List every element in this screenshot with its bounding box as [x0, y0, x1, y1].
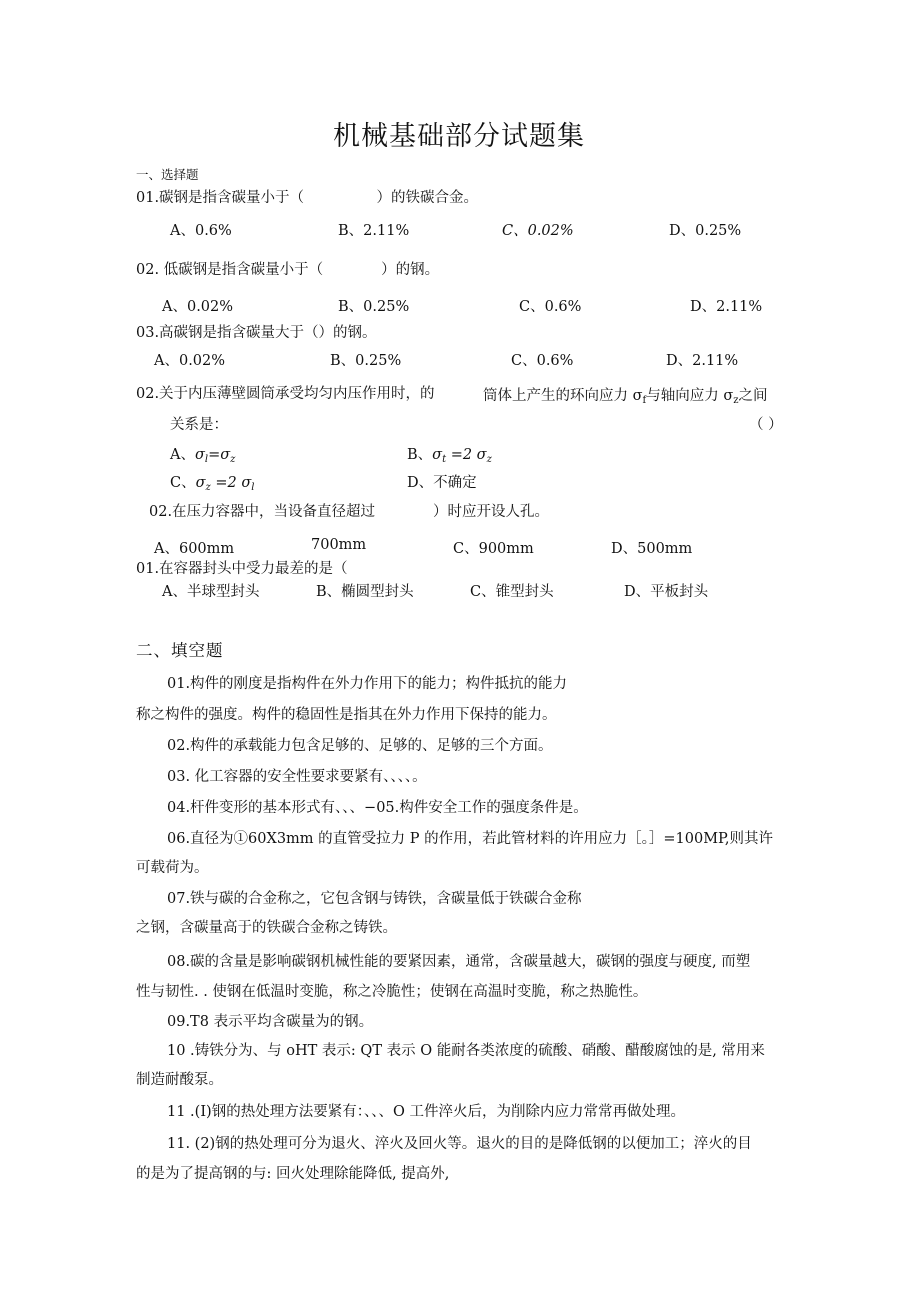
- fill-line-7: 可载荷为。: [136, 860, 209, 876]
- question-2-text: 02. 低碳钢是指含碳量小于（ ）的钢。: [136, 262, 440, 278]
- fill-line-4: 03. 化工容器的安全性要求要紧有、、、、。: [167, 769, 427, 785]
- question-5-option-a: A、600mm: [154, 541, 235, 557]
- question-4-text-right-b: 与轴向应力 σ: [646, 388, 734, 404]
- question-2-option-c: C、0.6%: [519, 299, 582, 315]
- question-5-option-d: D、500mm: [611, 541, 693, 557]
- question-2-option-a: A、0.02%: [162, 299, 234, 315]
- question-4-option-a: [170, 443, 235, 465]
- question-4-option-a-prefix: A、: [170, 447, 195, 463]
- fill-line-8: 07.铁与碳的合金称之，它包含钢与铸铁，含碳量低于铁碳合金称: [167, 891, 582, 907]
- question-3-option-c: C、0.6%: [511, 353, 574, 369]
- question-4-sub-z: z: [733, 395, 739, 406]
- question-3-option-a: A、0.02%: [154, 353, 226, 369]
- question-4-sub-f: f: [642, 395, 647, 406]
- question-4-option-c-sub1: z: [205, 482, 211, 493]
- question-4-option-c-prefix: C、: [170, 475, 196, 491]
- fill-line-14: 制造耐酸泵。: [136, 1072, 223, 1088]
- question-4-text-right-a: 筒体上产生的环向应力 σ: [483, 388, 643, 404]
- section-heading-choice: 一、选择题: [136, 167, 199, 182]
- question-2-option-b: B、0.25%: [338, 299, 410, 315]
- fill-line-13: 10 .铸铁分为、与 oHT 表示: QT 表示 O 能耐各类浓度的硫酸、硝酸、醋酸腐蚀的是, 常用来: [167, 1043, 765, 1059]
- question-4-option-a-sub1: l: [204, 454, 209, 465]
- section-heading-fill-blank: 二、填空题: [136, 641, 224, 660]
- question-4-option-b-sigma: σ: [432, 447, 443, 463]
- fill-line-16: 11. (2)钢的热处理可分为退火、淬火及回火等。退火的目的是降低钢的以便加工；淬火的目: [167, 1136, 752, 1152]
- question-4-option-a-mid: =σ: [208, 447, 231, 463]
- question-4-option-a-sub2: z: [230, 454, 236, 465]
- fill-line-9: 之钢，含碳量高于的铁碳合金称之铸铁。: [136, 920, 397, 936]
- question-1-option-d: D、0.25%: [669, 223, 742, 239]
- question-6-option-a: A、半球型封头: [162, 584, 260, 600]
- fill-line-11: 性与韧性. . 使钢在低温时变脆，称之冷脆性；使钢在高温时变脆，称之热脆性。: [136, 984, 648, 1000]
- question-6-option-b: B、椭圆型封头: [316, 584, 414, 600]
- question-4-option-c-mid: =2 σ: [210, 475, 252, 491]
- question-4-answer-paren: （ ）: [749, 417, 783, 433]
- question-1-option-b: B、2.11%: [338, 223, 410, 239]
- fill-line-17: 的是为了提高钢的与: 回火处理除能降低, 提高外,: [136, 1166, 450, 1182]
- question-4-option-b-sub1: t: [442, 454, 447, 465]
- fill-line-1: 01.构件的刚度是指构件在外力作用下的能力；构件抵抗的能力: [167, 676, 568, 692]
- question-4-text-right-c: 之间: [738, 388, 768, 404]
- question-4-option-b: [407, 443, 492, 465]
- question-1-option-c: C、0.02%: [502, 223, 574, 239]
- fill-line-2: 称之构件的强度。构件的稳固性是指其在外力作用下保持的能力。: [136, 707, 557, 723]
- fill-line-3: 02.构件的承载能力包含足够的、足够的、足够的三个方面。: [167, 738, 553, 754]
- question-4-text-left: 02.关于内压薄壁圆筒承受均匀内压作用时，的: [136, 386, 435, 402]
- question-2-option-d: D、2.11%: [690, 299, 763, 315]
- question-5-option-c: C、900mm: [453, 541, 534, 557]
- question-6-option-d: D、平板封头: [624, 584, 709, 600]
- question-6-option-c: C、锥型封头: [470, 584, 554, 600]
- question-3-option-d: D、2.11%: [666, 353, 739, 369]
- question-6-text: 01.在容器封头中受力最差的是（: [136, 561, 348, 577]
- question-4-option-c: [170, 471, 255, 493]
- question-4-option-a-sigma: σ: [194, 447, 205, 463]
- page-title: 机械基础部分试题集: [333, 121, 585, 152]
- question-5-text: 02.在压力容器中，当设备直径超过 ）时应开设人孔。: [149, 504, 550, 520]
- question-4-option-b-mid: =2 σ: [446, 447, 487, 463]
- question-4-option-c-sub2: l: [251, 482, 255, 493]
- fill-line-6: 06.直径为①60X3mm 的直管受拉力 P 的作用，若此管材料的许用应力［。］=100MP,则其许: [167, 831, 773, 847]
- question-4-option-b-sub2: z: [486, 454, 492, 465]
- question-4-text-line2: 关系是：: [170, 417, 228, 433]
- fill-line-12: 09.T8 表示平均含碳量为的钢。: [167, 1014, 374, 1030]
- question-1-text: 01.碳钢是指含碳量小于（ ）的铁碳合金。: [136, 190, 479, 206]
- question-5-option-b: 700mm: [311, 537, 367, 553]
- fill-line-15: 11 .(I)钢的热处理方法要紧有：、、、O 工件淬火后，为削除内应力常常再做处理。: [167, 1104, 685, 1120]
- question-3-text: 03.高碳钢是指含碳量大于（）的钢。: [136, 325, 377, 341]
- question-1-option-a: A、0.6%: [170, 223, 232, 239]
- question-3-option-b: B、0.25%: [330, 353, 402, 369]
- question-4-text-right: [483, 384, 768, 406]
- question-4-option-b-prefix: B、: [407, 447, 433, 463]
- question-4-option-d: D、不确定: [407, 475, 477, 491]
- fill-line-10: 08.碳的含量是影响碳钢机械性能的要紧因素，通常，含碳量越大，碳钢的强度与硬度, 而塑: [167, 954, 751, 970]
- fill-line-5: 04.杆件变形的基本形式有、、、−05.构件安全工作的强度条件是。: [167, 800, 588, 816]
- question-4-option-c-sigma: σ: [195, 475, 206, 491]
